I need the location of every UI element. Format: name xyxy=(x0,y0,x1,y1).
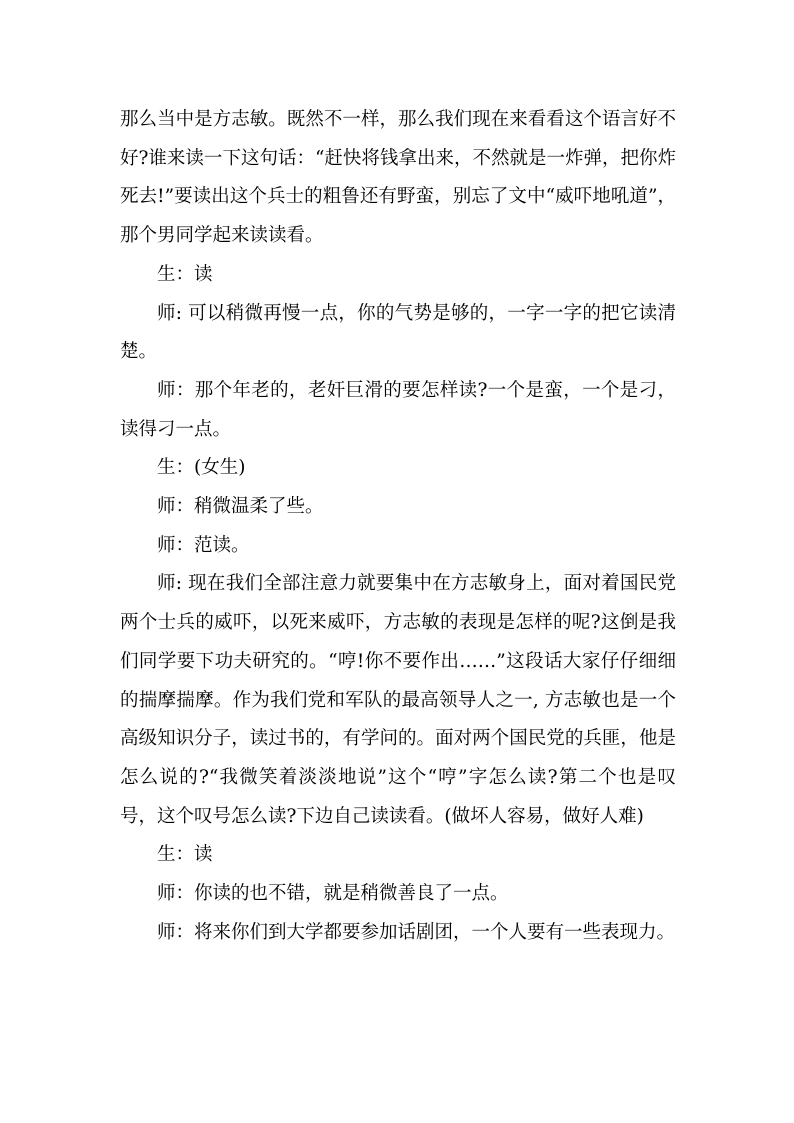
paragraph-teacher-slower: 师: 可以稍微再慢一点，你的气势是够的，一字一字的把它读清楚。 xyxy=(120,302,676,363)
paragraph-student-reads-1: 生：读 xyxy=(157,263,213,285)
paragraph-teacher-model-reading: 师：范读。 xyxy=(157,534,250,556)
paragraph-teacher-fang-zhimin: 师: 现在我们全部注意力就要集中在方志敏身上，面对着国民党两个士兵的威吓，以死来威吓，方志敏的表现是怎样的呢?这倒是我们同学要下功夫研究的。“哼!你不要作出……”这段话大家仔仔细细的揣摩揣摩。作为我们党和军队的最高领导人之一, 方志敏也是一个高级知识分子，读过书的，有学问的。面对两个国民党的兵匪，他是怎么说的?“我微笑着淡淡地说”这个“哼”字怎么读?第二个也是叹号，这个叹号怎么读?下边自己读读看。(做坏人容易，做好人难) xyxy=(120,573,676,827)
paragraph-teacher-old-man: 师：那个年老的，老奸巨滑的要怎样读?一个是蛮，一个是刁，读得刁一点。 xyxy=(120,379,676,440)
paragraph-intro: 那么当中是方志敏。既然不一样，那么我们现在来看看这个语言好不好?谁来读一下这句话：“赶快将钱拿出来，不然就是一炸弹，把你炸死去!”要读出这个兵士的粗鲁还有野蛮，别忘了文中“威吓地吼道”，那个男同学起来读读看。 xyxy=(120,109,676,247)
paragraph-student-girl: 生：(女生) xyxy=(157,457,246,479)
paragraph-student-reads-2: 生：读 xyxy=(157,844,213,866)
paragraph-teacher-drama-club: 师：将来你们到大学都要参加话剧团，一个人要有一些表现力。 xyxy=(157,921,676,943)
paragraph-teacher-kind: 师：你读的也不错，就是稍微善良了一点。 xyxy=(157,883,509,905)
paragraph-teacher-gentle: 师：稍微温柔了些。 xyxy=(157,496,324,518)
document-body xyxy=(120,101,676,952)
